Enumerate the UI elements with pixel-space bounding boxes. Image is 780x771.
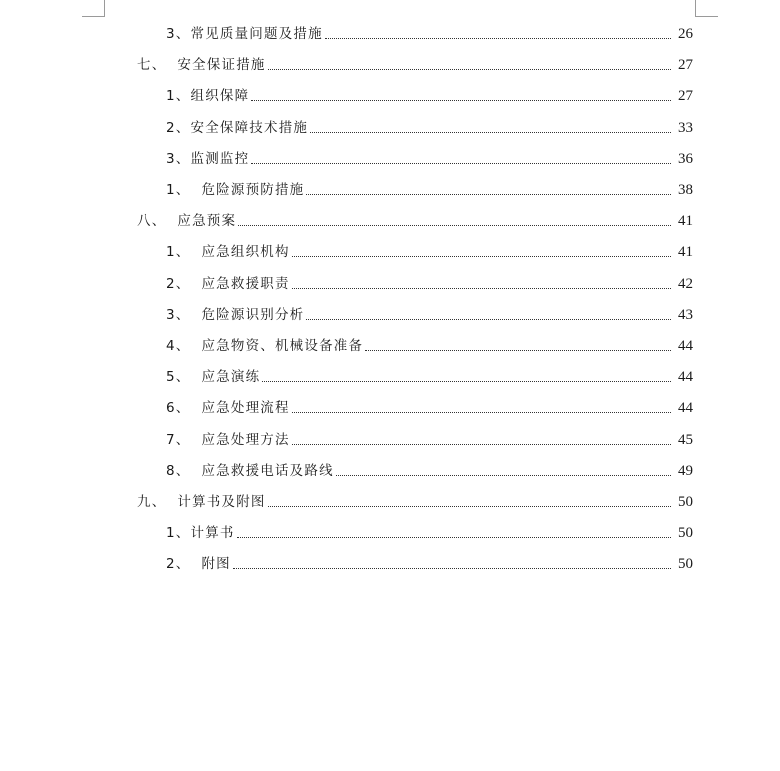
toc-dot-leader [325,38,671,39]
toc-entry[interactable] [166,365,693,385]
toc-dot-leader [233,568,671,569]
toc-entry-page-number: 27 [678,88,693,104]
toc-entry-page-number: 49 [678,463,693,479]
toc-entry-title: 安全保障技术措施 [190,120,309,136]
toc-entry-page-number: 41 [678,244,693,260]
toc-entry[interactable] [166,303,693,323]
toc-entry-number: 1、 [166,182,202,198]
toc-entry-number: 8、 [166,463,202,479]
toc-entry-page-number: 33 [678,120,693,136]
toc-entry-number: 1、 [166,88,191,104]
toc-dot-leader [365,350,671,351]
toc-entry[interactable] [166,116,693,136]
toc-entry-title: 附图 [201,556,231,572]
toc-entry-page-number: 36 [678,151,693,167]
toc-dot-leader [238,225,671,226]
toc-dot-leader [292,412,671,413]
toc-entry-page-number: 41 [678,213,693,229]
toc-entry-title: 应急救援职责 [201,276,290,292]
toc-dot-leader [310,132,671,133]
toc-dot-leader [292,256,671,257]
toc-entry-number: 3、 [166,307,202,323]
toc-entry-page-number: 45 [678,432,693,448]
toc-entry-title: 安全保证措施 [177,57,266,73]
toc-entry[interactable] [166,428,693,448]
toc-dot-leader [336,475,671,476]
toc-entry[interactable] [166,521,693,541]
toc-entry-number: 七、 [137,57,178,73]
toc-entry[interactable] [166,552,693,572]
toc-entry-number: 4、 [166,338,202,354]
toc-entry[interactable] [166,147,693,167]
toc-entry-page-number: 44 [678,400,693,416]
toc-dot-leader [262,381,671,382]
toc-entry-number: 3、 [166,151,191,167]
toc-entry-title: 监测监控 [190,151,250,167]
toc-entry-title: 危险源预防措施 [201,182,305,198]
toc-entry-page-number: 44 [678,338,693,354]
toc-dot-leader [292,444,671,445]
toc-entry-page-number: 27 [678,57,693,73]
toc-dot-leader [237,537,671,538]
toc-dot-leader [268,506,671,507]
toc-entry-number: 5、 [166,369,202,385]
toc-entry[interactable] [166,22,693,42]
toc-entry-page-number: 50 [678,556,693,572]
toc-entry-title: 应急演练 [201,369,261,385]
toc-entry-page-number: 50 [678,525,693,541]
toc-entry[interactable] [137,490,693,510]
toc-entry-title: 应急物资、机械设备准备 [201,338,364,354]
toc-entry-title: 应急预案 [177,213,237,229]
toc-entry[interactable] [137,209,693,229]
toc-entry-title: 应急处理方法 [201,432,290,448]
toc-entry-page-number: 26 [678,26,693,42]
toc-entry[interactable] [166,459,693,479]
toc-entry[interactable] [166,334,693,354]
toc-entry-number: 2、 [166,276,202,292]
toc-entry[interactable] [166,178,693,198]
toc-dot-leader [292,288,671,289]
toc-entry-number: 九、 [137,494,178,510]
toc-entry-title: 应急组织机构 [201,244,290,260]
toc-entry[interactable] [166,240,693,260]
toc-entry-title: 计算书及附图 [177,494,266,510]
margin-corner-mark [695,0,718,17]
toc-dot-leader [251,163,671,164]
margin-corner-mark [82,0,105,17]
toc-entry[interactable] [166,272,693,292]
toc-entry[interactable] [166,84,693,104]
toc-dot-leader [268,69,671,70]
toc-entry-title: 常见质量问题及措施 [190,26,323,42]
toc-entry-page-number: 38 [678,182,693,198]
toc-entry-title: 组织保障 [190,88,250,104]
toc-entry-page-number: 50 [678,494,693,510]
toc-entry-title: 应急处理流程 [201,400,290,416]
toc-entry-page-number: 43 [678,307,693,323]
toc-entry-number: 2、 [166,556,202,572]
toc-entry-title: 计算书 [190,525,235,541]
toc-entry-title: 应急救援电话及路线 [201,463,334,479]
toc-entry-number: 1、 [166,525,191,541]
toc-entry-number: 2、 [166,120,191,136]
toc-dot-leader [306,194,671,195]
toc-entry-number: 3、 [166,26,191,42]
toc-entry[interactable] [137,53,693,73]
toc-entry-page-number: 42 [678,276,693,292]
toc-entry-number: 八、 [137,213,178,229]
toc-entry-number: 7、 [166,432,202,448]
toc-entry[interactable] [166,396,693,416]
toc-entry-title: 危险源识别分析 [201,307,305,323]
toc-entry-number: 6、 [166,400,202,416]
toc-dot-leader [306,319,671,320]
toc-entry-page-number: 44 [678,369,693,385]
toc-dot-leader [251,100,671,101]
toc-entry-number: 1、 [166,244,202,260]
